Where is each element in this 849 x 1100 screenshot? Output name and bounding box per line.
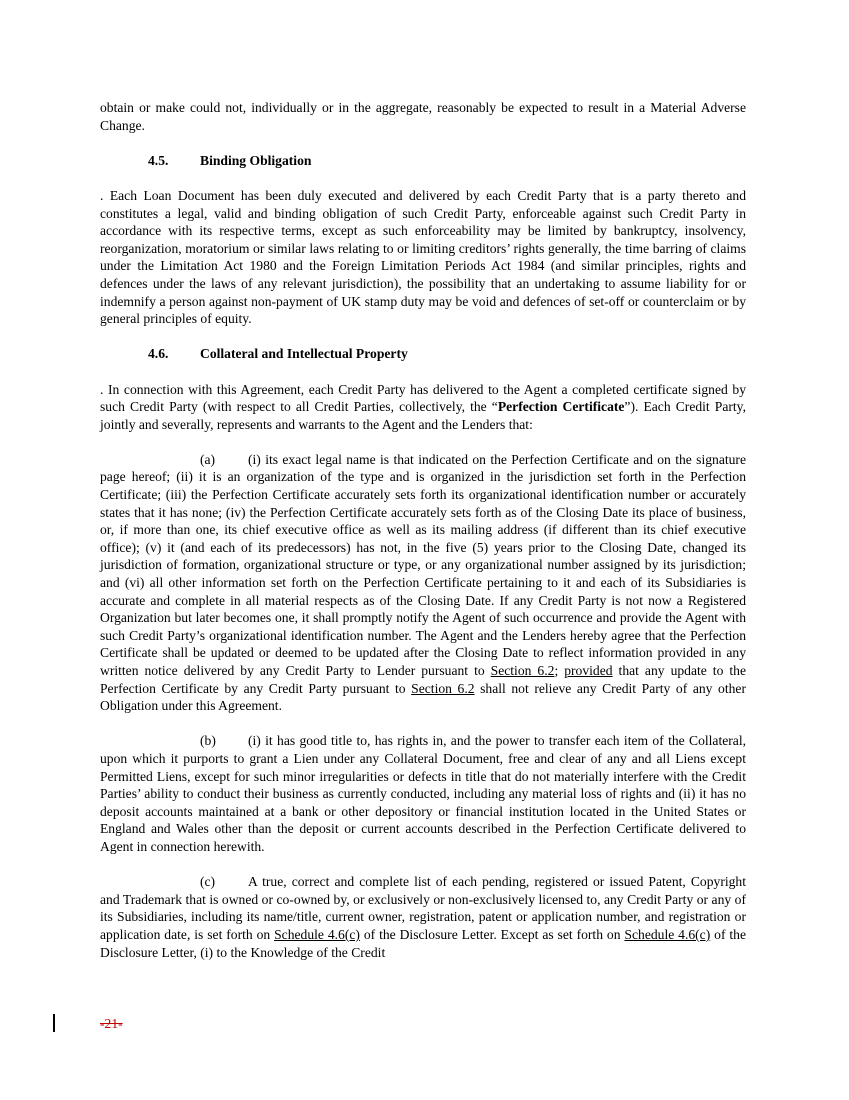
clause-c-text-3: of the Disclosure Letter, (i) to the Knowledge of the Credit (100, 926, 747, 960)
clause-b-text: (i) it has good title to, has rights in, and the power to transfer each item of the Collateral, upon which it purports to grant a Lien under any Collateral Document, free and clear of any and all Liens except Permitted Liens, except for such minor irregularities or defects in title that do not materially interfere with the Credit Parties’ ability to conduct their business as currently conducted, including any material loss of rights and (ii) it has no deposit accounts maintained at a bank or other depository or financial institution located in the United States or England and Wales other than the deposit or current accounts described in the Perfection Certificate delivered to Agent in connection herewith. (100, 733, 746, 854)
clause-a-label: (a) (200, 451, 216, 467)
clause-c-text-2: of the Disclosure Letter. Except as set forth on (359, 926, 625, 942)
clause-c-label: (c) (200, 874, 216, 890)
section-4-6-title: Collateral and Intellectual Property (200, 346, 408, 362)
clause-a-text-1: (i) its exact legal name is that indicated on the Perfection Certificate and on the signature page hereof; (ii) it is an organization of the type and is organized in the jurisdiction set forth in the Perfection Certificate; (iii) the Perfection Certificate accurately sets forth its organizational identification number or accurately states that it has none; (iv) the Perfection Certificate accurately sets forth as of the Closing Date its place of business, or, if more than one, its chief executive office as well as its mailing address (if different than its chief executive office); (v) it (and each of its predecessors) has not, in the five (5) years prior to the Closing Date, changed its jurisdiction of formation, organizational structure or type, or any organizational number assigned by its jurisdiction; and (vi) all other information set forth on the Perfection Certificate pertaining to it and each of its Subsidiaries is accurate and complete in all material respects as of the Closing Date. If any Credit Party is not now a Registered Organization but later becomes one, it shall promptly notify the Agent of such occurrence and provide the Agent with such Credit Party’s organizational identification number. The Agent and the Lenders hereby agree that the Perfection Certificate shall be updated or deemed to be updated after the Closing Date to reflect information provided in any written notice delivered by any Credit Party to Lender pursuant to (100, 451, 746, 678)
schedule-4-6c-reference-2: Schedule 4.6(c) (624, 926, 711, 942)
section-4-6-intro (100, 381, 746, 434)
clause-a-text-2: ; (554, 663, 565, 678)
section-4-5-number: 4.5. (148, 152, 169, 168)
schedule-4-6c-reference: Schedule 4.6(c) (274, 926, 360, 942)
intro-text-pre: . In connection with this Agreement, each Credit Party has delivered to the Agent a completed certificate signed by such Credit Party (with respect to all Credit Parties, collectively, the “ (100, 381, 746, 415)
intro-text-post: ”). Each Credit Party, jointly and severally, represents and warrants to the Agent and the Lenders that: (100, 399, 746, 432)
defined-term-perfection-certificate: Perfection Certificate (497, 399, 625, 415)
clause-b-paragraph (100, 732, 746, 855)
clause-a-paragraph (100, 451, 746, 715)
section-6-2-reference: Section 6.2 (490, 663, 555, 678)
clause-c-paragraph (100, 873, 746, 961)
page-number: -21- (100, 1016, 123, 1031)
section-4-5-heading (148, 152, 746, 170)
provided-term: provided (564, 663, 613, 678)
document-page (100, 99, 746, 961)
continuation-paragraph: obtain or make could not, individually or in the aggregate, reasonably be expected to result in a Material Adverse Change. (100, 100, 746, 133)
clause-a-text-4: shall not relieve any Credit Party of any other Obligation under this Agreement. (100, 680, 746, 714)
revision-change-bar (53, 1014, 55, 1032)
section-4-5-title: Binding Obligation (200, 152, 312, 168)
section-4-6-number: 4.6. (148, 346, 169, 362)
section-4-6-heading (148, 345, 746, 363)
clause-c-text-1: A true, correct and complete list of each pending, registered or issued Patent, Copyright and Trademark that is owned or co-owned by, or exclusively or non-exclusively licensed to, any Credit Party or any of its Subsidiaries, including its name/title, current owner, registration, patent or application number, and registration or application date, is set forth on (100, 874, 746, 942)
section-4-5-body: . Each Loan Document has been duly executed and delivered by each Credit Party that is a party thereto and constitutes a legal, valid and binding obligation of such Credit Party, enforceable against such Credit Party in accordance with its respective terms, except as such enforceability may be limited by bankruptcy, insolvency, reorganization, moratorium or similar laws relating to or limiting creditors’ rights generally, the time barring of claims under the Limitation Act 1980 and the Foreign Limitation Periods Act 1984 (and similar principles, rights and defences under the laws of any relevant jurisdiction), the possibility that an undertaking to assume liability for or indemnify a person against non-payment of UK stamp duty may be void and defences of set-off or counterclaim or by general principles of equity. (100, 187, 746, 327)
clause-b-label: (b) (200, 733, 216, 749)
clause-a-text-3: that any update to the Perfection Certificate by any Credit Party pursuant to (100, 663, 746, 696)
section-6-2-reference-2: Section 6.2 (411, 680, 475, 696)
